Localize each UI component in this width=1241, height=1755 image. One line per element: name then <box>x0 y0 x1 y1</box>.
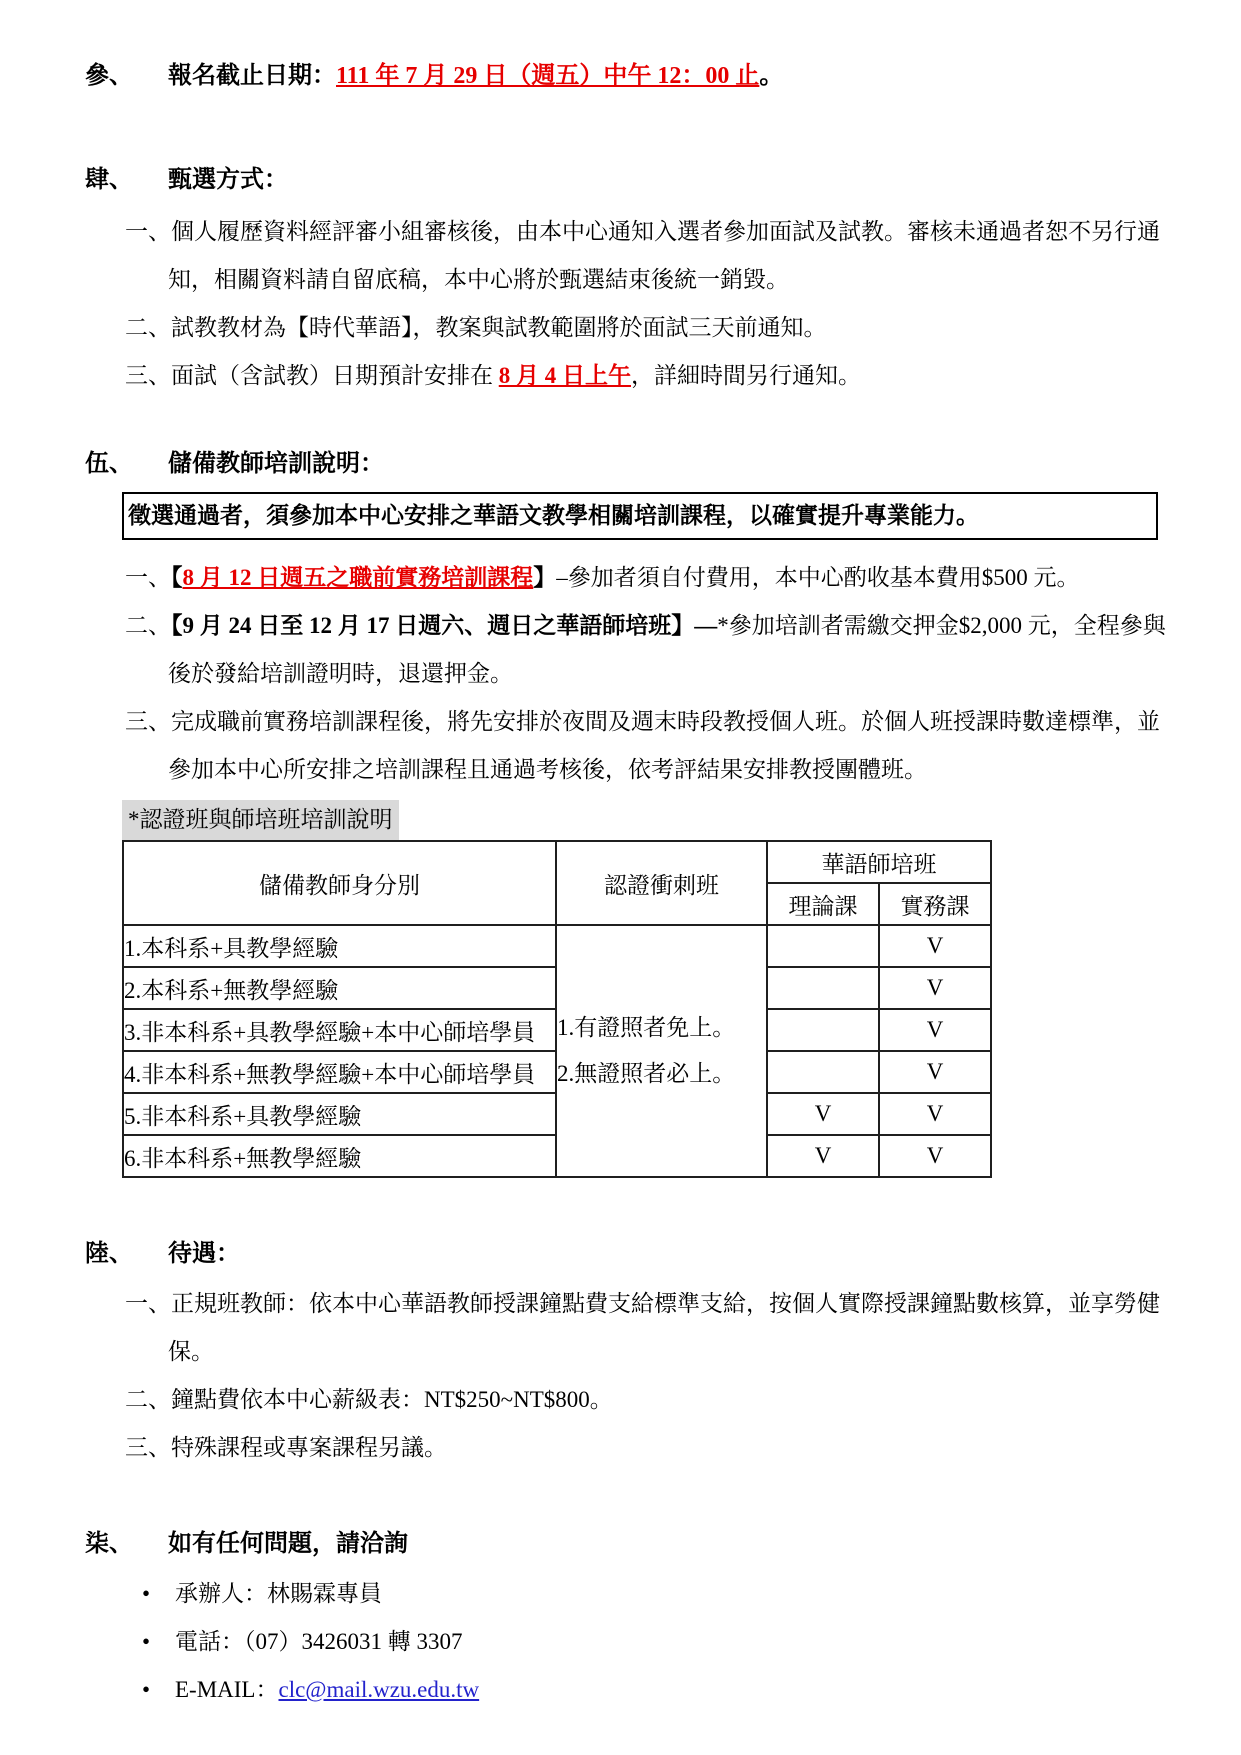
contact-phone <box>85 1618 1166 1666</box>
compensation-item-2 <box>85 1376 1166 1424</box>
contact-person-text: 承辦人：林賜霖專員 <box>175 1581 382 1606</box>
section-5-title: 儲備教師培訓說明： <box>168 451 384 477</box>
item-text: *參加培訓者需繳交押金$2,000 元，全程參與後於發給培訓證明時，退還押金。 <box>168 613 1166 686</box>
practice-check: V <box>879 1009 991 1051</box>
bullet-icon: • <box>142 1677 151 1702</box>
selection-item-1 <box>85 208 1166 304</box>
table-row <box>123 925 991 967</box>
bracket-open: 【 <box>171 565 183 590</box>
section-6-heading <box>85 1234 1166 1274</box>
item-text-pre: 面試（含試教）日期預計安排在 <box>171 363 499 388</box>
deadline-period: 。 <box>759 63 784 89</box>
item-text: 特殊課程或專案課程另議。 <box>171 1435 447 1460</box>
section-4-title: 甄選方式： <box>168 167 288 193</box>
practice-check: V <box>879 1093 991 1135</box>
item-number: 一、 <box>125 565 171 590</box>
deadline-title: 報名截止日期： <box>168 63 336 89</box>
interview-date: 8 月 4 日上午 <box>498 363 631 388</box>
selection-item-3 <box>85 352 1166 400</box>
item-number: 三、 <box>125 1435 171 1460</box>
header-theory-course: 理論課 <box>767 883 879 925</box>
item-text: 正規班教師：依本中心華語教師授課鐘點費支給標準支給，按個人實際授課鐘點數核算，並享勞健保。 <box>168 1291 1160 1364</box>
pre-service-course-date: 8 月 12 日週五之職前實務培訓課程 <box>182 565 534 590</box>
section-6-number: 陸、 <box>85 1241 133 1267</box>
compensation-item-3 <box>85 1424 1166 1472</box>
practice-check: V <box>879 1051 991 1093</box>
section-training-description <box>85 444 1166 1178</box>
section-compensation <box>85 1234 1166 1472</box>
section-5-heading <box>85 444 1166 484</box>
section-4-number: 肆、 <box>85 167 133 193</box>
table-caption: *認證班與師培班培訓說明 <box>122 800 399 840</box>
note-line-1: 1.有證照者免上。 <box>557 1015 736 1040</box>
item-number: 三、 <box>125 363 171 388</box>
section-selection-method <box>85 160 1166 400</box>
identity-label: 2.本科系+無教學經驗 <box>123 967 556 1009</box>
identity-label: 3.非本科系+具教學經驗+本中心師培學員 <box>123 1009 556 1051</box>
item-text-post: ，詳細時間另行通知。 <box>631 363 861 388</box>
practice-check: V <box>879 925 991 967</box>
header-teacher-training-class: 華語師培班 <box>767 841 991 883</box>
training-requirement-box: 徵選通過者，須參加本中心安排之華語文教學相關培訓課程，以確實提升專業能力。 <box>122 492 1158 540</box>
header-practice-course: 實務課 <box>879 883 991 925</box>
item-number: 一、 <box>125 1291 171 1316</box>
item-number: 二、 <box>125 315 171 340</box>
section-6-title: 待遇： <box>168 1241 240 1267</box>
section-7-number: 柒、 <box>85 1531 133 1557</box>
identity-label: 6.非本科系+無教學經驗 <box>123 1135 556 1177</box>
practice-check: V <box>879 967 991 1009</box>
item-number: 三、 <box>125 709 171 734</box>
section-4-heading <box>85 160 1166 200</box>
item-number: 一、 <box>125 219 171 244</box>
contact-person <box>85 1570 1166 1618</box>
item-text: 試教教材為【時代華語】，教案與試教範圍將於面試三天前通知。 <box>171 315 827 340</box>
deadline-date: 111 年 7 月 29 日（週五）中午 12：00 止 <box>336 63 760 89</box>
section-registration-deadline <box>85 56 1166 96</box>
practice-check: V <box>879 1135 991 1177</box>
theory-check: V <box>767 1093 879 1135</box>
section-5-number: 伍、 <box>85 451 133 477</box>
compensation-item-1 <box>85 1280 1166 1376</box>
section-7-title: 如有任何問題，請洽詢 <box>168 1531 408 1557</box>
theory-check <box>767 925 879 967</box>
item-text: –參加者須自付費用，本中心酌收基本費用$500 元。 <box>556 565 1080 590</box>
section-3-heading <box>85 56 1166 96</box>
theory-check <box>767 1009 879 1051</box>
teacher-training-course-date: 【9 月 24 日至 12 月 17 日週六、週日之華語師培班】— <box>171 613 718 638</box>
selection-item-2 <box>85 304 1166 352</box>
table-header-row-1 <box>123 841 991 883</box>
theory-check <box>767 1051 879 1093</box>
contact-email-label: E-MAIL： <box>175 1677 279 1702</box>
training-item-2 <box>85 602 1166 698</box>
identity-label: 4.非本科系+無教學經驗+本中心師培學員 <box>123 1051 556 1093</box>
item-number: 二、 <box>125 613 171 638</box>
section-7-heading <box>85 1524 1166 1564</box>
header-cert-sprint-class: 認證衝刺班 <box>556 841 767 925</box>
section-contact <box>85 1524 1166 1714</box>
email-link[interactable]: clc@mail.wzu.edu.tw <box>278 1677 480 1702</box>
header-identity: 儲備教師身分別 <box>123 841 556 925</box>
note-line-2: 2.無證照者必上。 <box>557 1061 736 1086</box>
training-item-1 <box>85 554 1166 602</box>
bullet-icon: • <box>142 1581 151 1606</box>
item-text: 完成職前實務培訓課程後，將先安排於夜間及週末時段教授個人班。於個人班授課時數達標準，並參加本中心所安排之培訓課程且通過考核後，依考評結果安排教授團體班。 <box>168 709 1160 782</box>
item-number: 二、 <box>125 1387 171 1412</box>
bracket-close: 】 <box>533 565 557 590</box>
item-text: 鐘點費依本中心薪級表：NT$250~NT$800。 <box>171 1387 613 1412</box>
theory-check: V <box>767 1135 879 1177</box>
theory-check <box>767 967 879 1009</box>
section-3-number: 參、 <box>85 63 133 89</box>
contact-email <box>85 1666 1166 1714</box>
bullet-icon: • <box>142 1629 151 1654</box>
contact-phone-text: 電話：（07）3426031 轉 3307 <box>175 1629 463 1654</box>
item-text: 個人履歷資料經評審小組審核後，由本中心通知入選者參加面試及試教。審核未通過者恕不另行通知，相關資料請自留底稿，本中心將於甄選結束後統一銷毀。 <box>168 219 1160 292</box>
identity-label: 5.非本科系+具教學經驗 <box>123 1093 556 1135</box>
cert-sprint-note <box>556 925 767 1177</box>
identity-label: 1.本科系+具教學經驗 <box>123 925 556 967</box>
training-item-3 <box>85 698 1166 794</box>
training-class-table <box>122 840 992 1178</box>
